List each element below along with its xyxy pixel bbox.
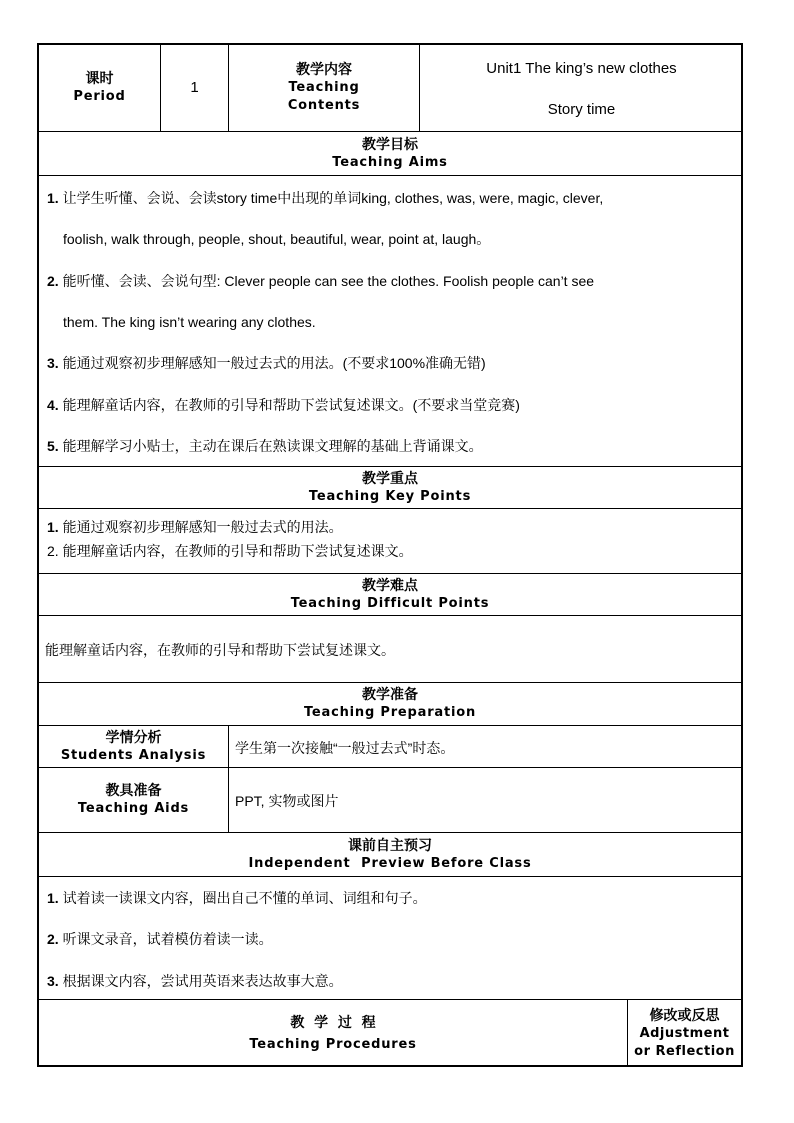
period-en: Period: [73, 89, 126, 104]
preview-line: 2. 听课文录音，试着模仿着读一读。: [47, 931, 273, 947]
contents-label: [229, 45, 419, 131]
contents-en-1: Teaching: [288, 80, 360, 95]
difficult-points-body: [39, 616, 741, 682]
aims-heading: [39, 132, 741, 175]
aim-line: 5. 能理解学习小贴士，主动在课后在熟读课文理解的基础上背诵课文。: [47, 438, 483, 454]
unit-title: Unit1 The king’s new clothes: [486, 60, 677, 77]
procedures-title-zh: 教 学 过 程: [290, 1014, 376, 1031]
key-point-line: 1. 能通过观察初步理解感知一般过去式的用法。: [47, 519, 343, 535]
aim-line: foolish, walk through, people, shout, beautiful, wear, point at, laugh。: [63, 231, 491, 247]
difficult-points-title-zh: 教学难点: [362, 577, 418, 594]
procedures-heading: [39, 1000, 627, 1067]
adjustment-en-1: Adjustment: [639, 1025, 730, 1041]
aim-line: 3. 能通过观察初步理解感知一般过去式的用法。(不要求100%准确无错): [47, 355, 486, 371]
preparation-heading: [39, 683, 741, 725]
preparation-title-en: Teaching Preparation: [303, 705, 477, 720]
period-value-cell: [161, 45, 228, 131]
contents-zh: 教学内容: [296, 62, 352, 78]
procedures-title-en: Teaching Procedures: [249, 1036, 417, 1052]
key-points-title-en: Teaching Key Points: [308, 488, 472, 504]
preview-title-en: Independent Preview Before Class: [248, 855, 532, 871]
key-points-body: [39, 509, 741, 573]
preview-line: 1. 试着读一读课文内容，圈出自己不懂的单词、词组和句子。: [47, 890, 427, 906]
preview-line: 3. 根据课文内容，尝试用英语来表达故事大意。: [47, 973, 343, 989]
teaching-aids-zh: 教具准备: [105, 783, 162, 799]
key-point-line: 2. 能理解童话内容，在教师的引导和帮助下尝试复述课文。: [47, 543, 413, 559]
preview-body: [39, 877, 741, 999]
adjustment-zh: 修改或反思: [649, 1007, 720, 1024]
students-analysis-label: [39, 726, 228, 767]
preview-title-zh: 课前自主预习: [348, 837, 432, 854]
adjustment-heading: [628, 1000, 741, 1067]
teaching-aids-text: PPT, 实物或图片: [235, 793, 339, 809]
lesson-plan-table: [37, 43, 743, 1067]
aim-line: 2. 能听懂、会读、会说句型: Clever people can see the clothes. Foolish people can’t see: [47, 273, 595, 289]
teaching-aids-value: [229, 768, 741, 832]
contents-en-2: Contents: [287, 98, 361, 113]
teaching-aids-en: Teaching Aids: [77, 801, 190, 816]
difficult-points-title-en: Teaching Difficult Points: [290, 595, 490, 611]
students-analysis-en: Students Analysis: [60, 747, 207, 763]
students-analysis-zh: 学情分析: [105, 729, 162, 746]
period-zh: 课时: [85, 71, 114, 87]
students-analysis-text: 学生第一次接触“一般过去式”时态。: [235, 740, 455, 756]
period-label: [39, 45, 160, 131]
aim-line: them. The king isn’t wearing any clothes.: [63, 314, 316, 330]
difficult-point-text: 能理解童话内容，在教师的引导和帮助下尝试复述课文。: [45, 642, 395, 658]
difficult-points-heading: [39, 574, 741, 615]
key-points-title-zh: 教学重点: [362, 470, 418, 487]
preparation-title-zh: 教学准备: [362, 687, 418, 703]
unit-subtitle: Story time: [547, 101, 616, 118]
unit-cell: [420, 45, 743, 131]
aims-body: [39, 176, 741, 466]
students-analysis-value: [229, 726, 741, 767]
period-value: 1: [190, 79, 199, 96]
key-points-heading: [39, 467, 741, 508]
aims-title-en: Teaching Aims: [332, 154, 448, 170]
teaching-aids-label: [39, 768, 228, 832]
aim-line: 4. 能理解童话内容，在教师的引导和帮助下尝试复述课文。(不要求当堂竞赛): [47, 397, 520, 413]
aims-title-zh: 教学目标: [362, 136, 418, 153]
preview-heading: [39, 833, 741, 876]
aim-line: 1. 让学生听懂、会说、会读story time中出现的单词king, clothes, was, were, magic, clever,: [47, 190, 604, 206]
adjustment-en-2: or Reflection: [634, 1043, 735, 1059]
